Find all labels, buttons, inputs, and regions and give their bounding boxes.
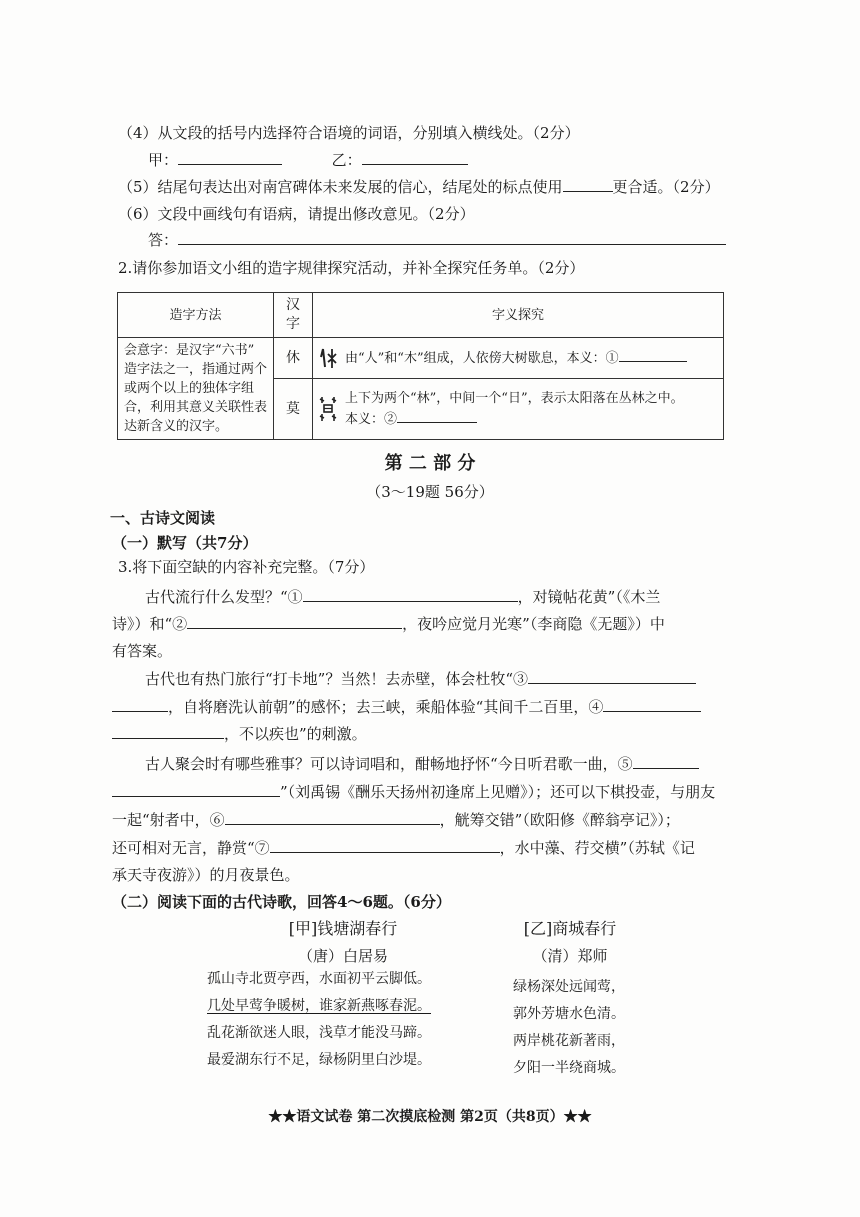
q3-p3-line3: 一起“射者中，⑥ ，觥筹交错”（欧阳修《醉翁亭记》）；	[112, 811, 680, 829]
blank-5a[interactable]	[633, 754, 699, 769]
question-5: （5）结尾句表达出对南宫碑体未来发展的信心，结尾处的标点使用 更合适。（2分）	[118, 178, 720, 196]
question-4: （4）从文段的括号内选择符合语境的词语，分别填入横线处。（2分）	[118, 124, 580, 142]
char-xiu: 休	[274, 338, 313, 379]
q3-p3-line5: 承天寺夜游》）的月夜景色。	[112, 866, 300, 884]
blank-4b[interactable]	[112, 724, 224, 739]
poem-jia-line: 最爱湖东行不足，绿杨阴里白沙堤。	[207, 1052, 431, 1068]
meaning-xiu: 由“人”和“木”组成，人依傍大树歇息，本义：①	[313, 338, 724, 379]
q3-p3-line1: 古人聚会时有哪些雅事？可以诗词唱和，酣畅地抒怀“今日听君歌一曲，⑤	[145, 754, 699, 774]
blank-jia[interactable]	[178, 150, 282, 165]
blank-q5[interactable]	[563, 177, 613, 192]
char-mo: 莫	[274, 379, 313, 440]
part-title: 第 二 部 分	[384, 453, 476, 474]
poem-yi-line: 郭外芳塘水色清。	[513, 1006, 625, 1022]
method-description: 会意字：是汉字“六书” 造字法之一，指通过两个 或两个以上的独体字组 合，利用其意义关联性表 达新含义的汉字。	[118, 338, 274, 440]
poem-jia-body	[207, 966, 431, 1074]
poem-jia-title: [甲]钱塘湖春行	[288, 919, 398, 938]
blank-meaning-2[interactable]	[397, 408, 477, 423]
blank-7[interactable]	[270, 838, 500, 853]
question-2: 2.请你参加语文小组的造字规律探究活动，并补全探究任务单。（2分）	[118, 259, 585, 277]
poem-yi-line: 绿杨深处远闻莺，	[513, 979, 625, 995]
blank-2[interactable]	[187, 614, 402, 629]
poem-jia-line-underlined: 几处早莺争暖树，谁家新燕啄春泥。	[207, 998, 431, 1014]
poem-yi-author: （清）郑师	[532, 947, 608, 965]
poem-yi-title: [乙]商城春行	[523, 919, 617, 938]
blank-3b[interactable]	[112, 697, 168, 712]
q3-p3-line2: ”（刘禹锡《酬乐天扬州初逢席上见赠》）；还可以下棋投壶，与朋友	[112, 782, 715, 802]
q3-p2-line3: ，不以疾也”的刺激。	[112, 724, 367, 744]
poem-jia-author: （唐）白居易	[297, 947, 388, 965]
question-6-answer: 答：	[148, 230, 726, 250]
poem-yi-line: 夕阳一半绕商城。	[513, 1060, 625, 1076]
q3-p2-line2: ，自将磨洗认前朝”的感怀；去三峡，乘船体验“其间千二百里，④	[112, 697, 701, 717]
ancient-glyph-mo-icon	[319, 395, 337, 423]
blank-yi[interactable]	[362, 150, 468, 165]
q3-p1-line2: 诗》）和“② ，夜吟应觉月光寒”（李商隐《无题》）中	[112, 615, 665, 633]
question-6: （6）文段中画线句有语病，请提出修改意见。（2分）	[118, 205, 475, 223]
poem-jia-line: 乱花渐欲迷人眼，浅草才能没马蹄。	[207, 1025, 431, 1041]
blank-6[interactable]	[225, 810, 440, 825]
part-subtitle: （3～19题 56分）	[366, 483, 494, 501]
page-footer: ★★语文试卷 第二次摸底检测 第2页（共8页）★★	[268, 1109, 592, 1125]
blank-4a[interactable]	[603, 697, 701, 712]
question-4-blanks: 甲： 乙：	[148, 150, 468, 170]
ancient-glyph-xiu-icon	[319, 347, 337, 369]
subsection-1: （一）默写（共7分）	[112, 534, 258, 552]
q3-p3-line4: 还可相对无言，静赏“⑦ ，水中藻、荇交横”（苏轼《记	[112, 839, 695, 857]
header-char: 汉字	[274, 293, 313, 338]
blank-5b[interactable]	[112, 782, 280, 797]
blank-meaning-1[interactable]	[619, 347, 687, 362]
blank-q6[interactable]	[178, 230, 726, 245]
poem-jia-line: 孤山寺北贾亭西，水面初平云脚低。	[207, 971, 431, 987]
poem-yi-line: 两岸桃花新著雨，	[513, 1033, 625, 1049]
header-method: 造字方法	[118, 293, 274, 338]
q3-p2-line1: 古代也有热门旅行“打卡地”？当然！去赤壁，体会杜牧“③	[145, 669, 696, 689]
blank-1[interactable]	[303, 587, 518, 602]
meaning-mo: 上下为两个“林”，中间一个“日”，表示太阳落在丛林之中。 本义：②	[313, 379, 724, 440]
section-heading: 一、古诗文阅读	[110, 509, 216, 527]
poem-yi-body	[513, 974, 625, 1082]
task-table	[117, 292, 724, 440]
subsection-2: （二）阅读下面的古代诗歌，回答4～6题。（6分）	[112, 893, 451, 911]
q3-p1-line3: 有答案。	[112, 642, 173, 660]
header-meaning: 字义探究	[313, 293, 724, 338]
q3-p1-line1: 古代流行什么发型？“① ，对镜帖花黄”（《木兰	[145, 588, 661, 606]
question-3: 3.将下面空缺的内容补充完整。（7分）	[118, 558, 375, 576]
blank-3a[interactable]	[528, 669, 696, 684]
